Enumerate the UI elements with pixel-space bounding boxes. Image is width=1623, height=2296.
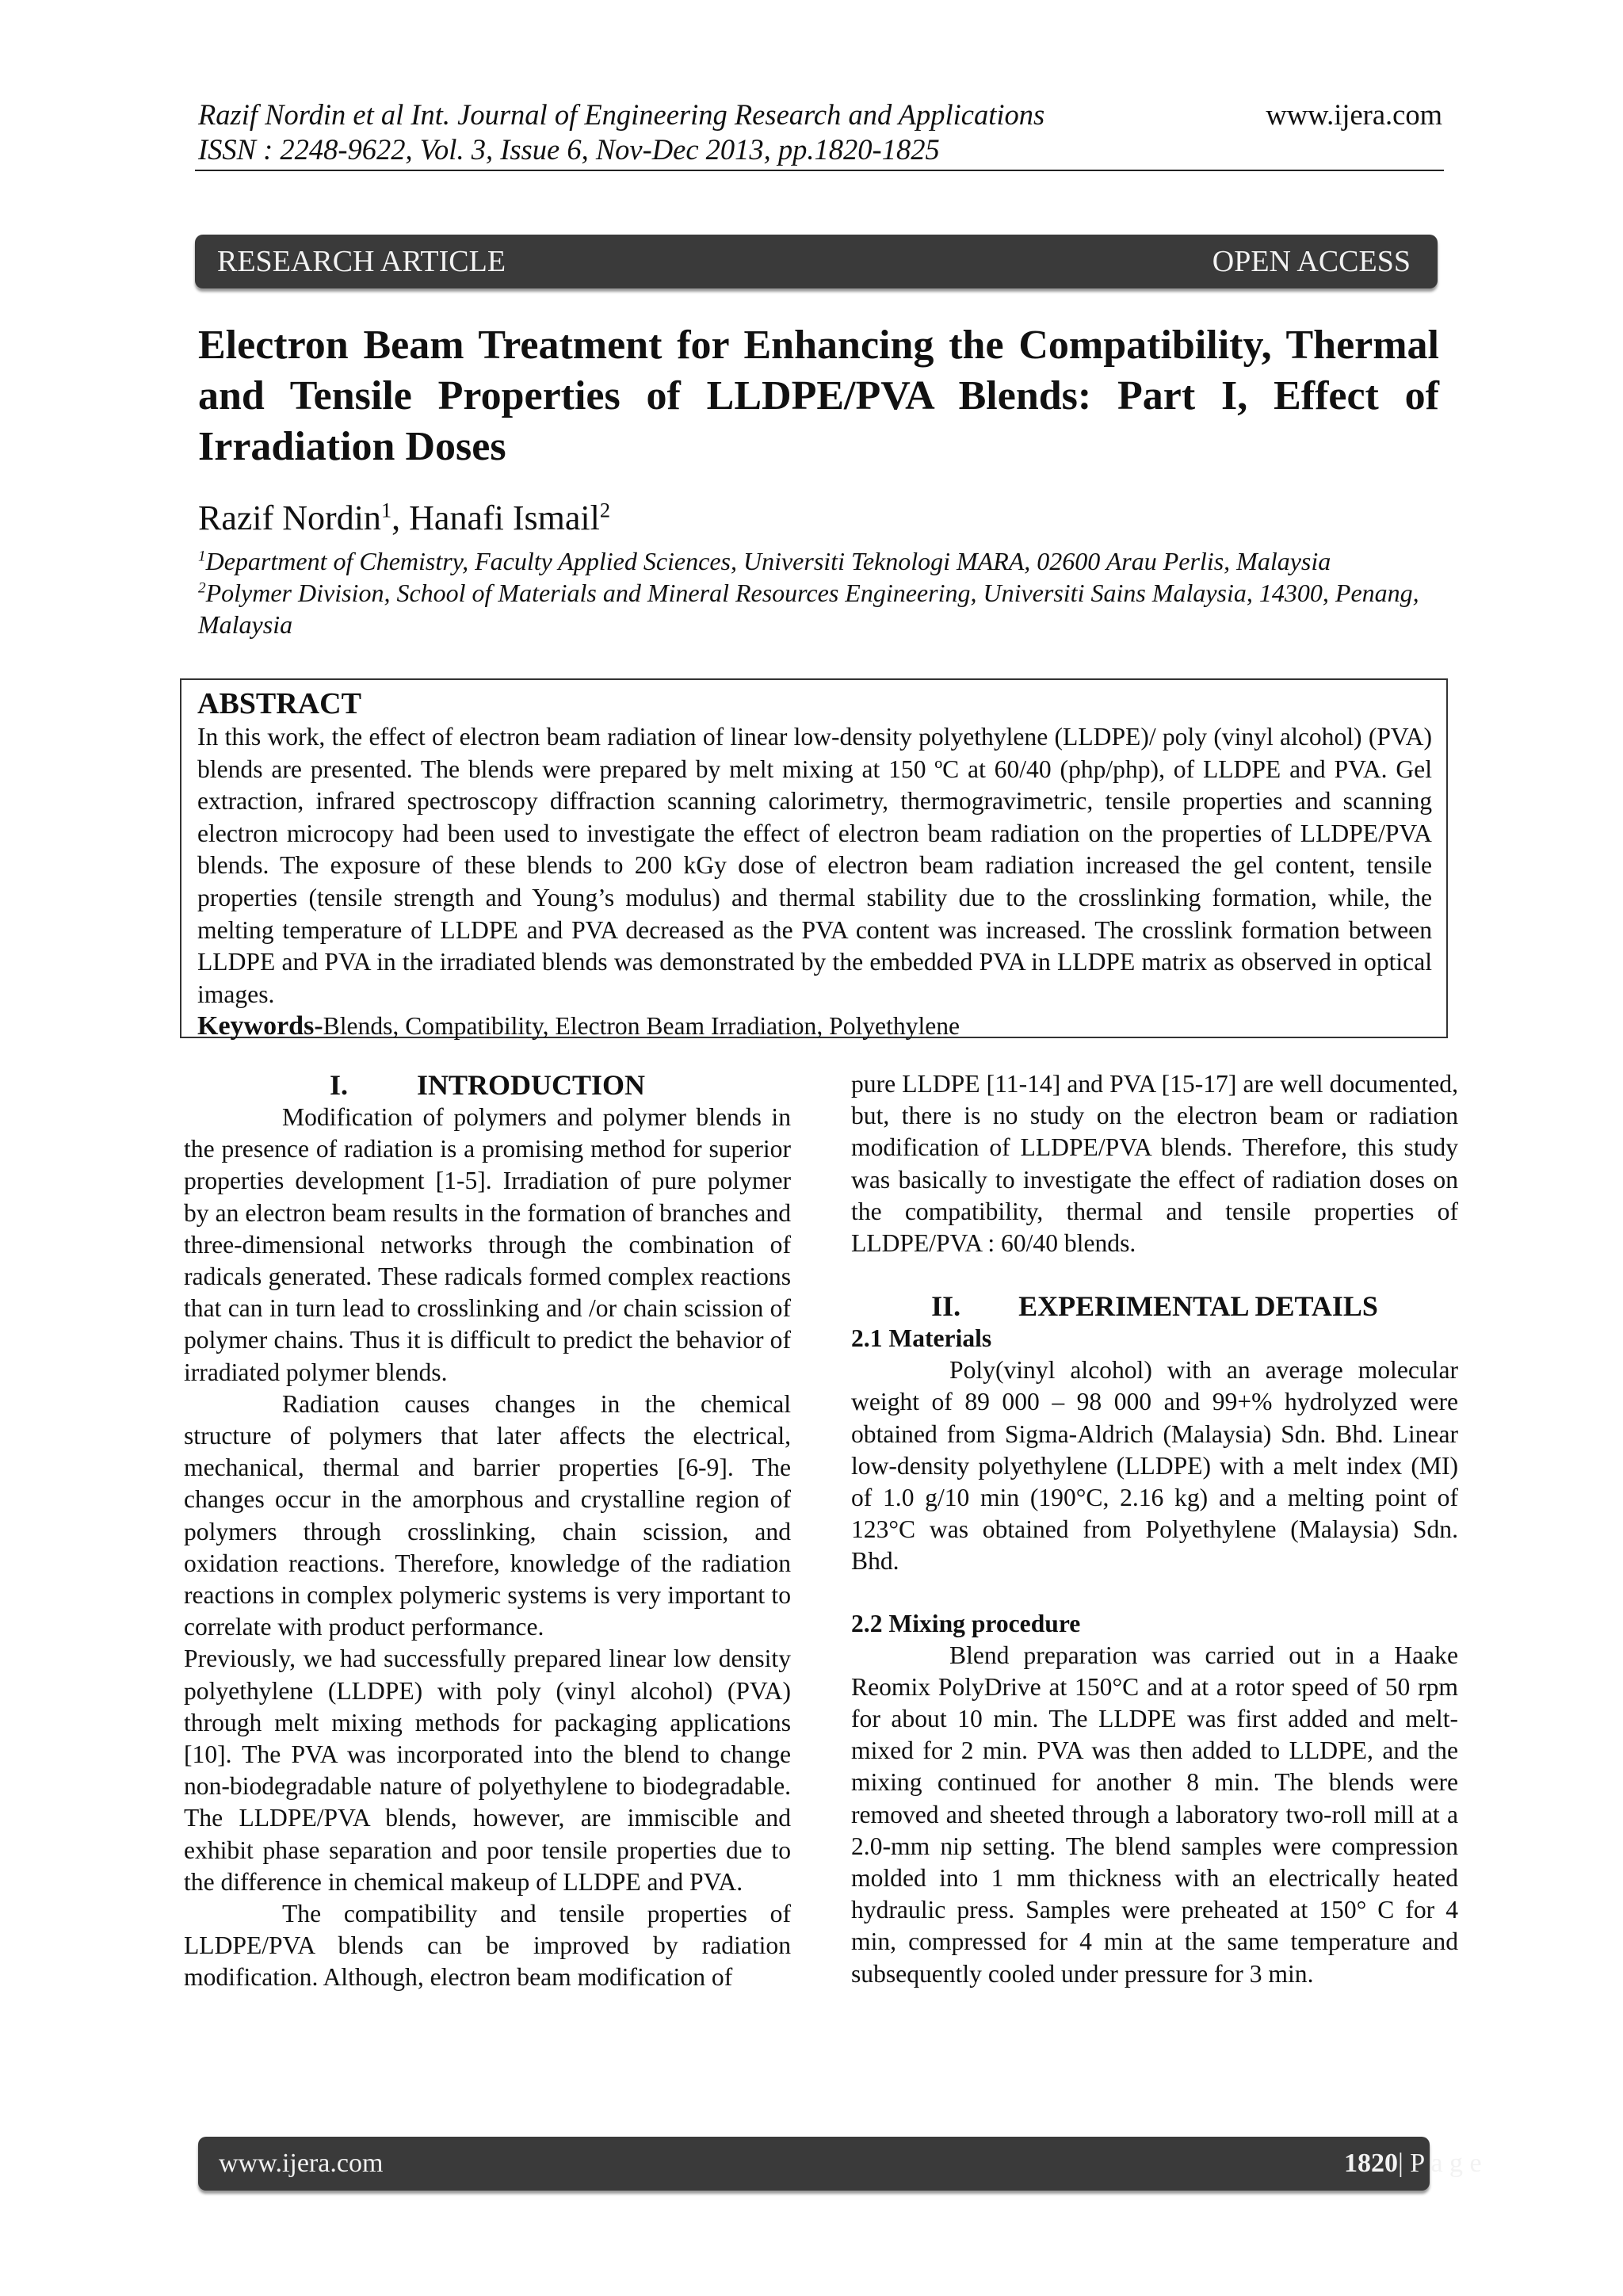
- footer-website: www.ijera.com: [219, 2149, 384, 2178]
- author-affiliation-mark: 2: [599, 498, 611, 522]
- journal-website: www.ijera.com: [1266, 98, 1442, 131]
- header-rule: [195, 170, 1444, 171]
- affiliation-2: $^2$Polymer Division, School of Materials and Mineral Resources Engineering, Universiti Sains Malaysia, 14300, Penang, Malaysia: [198, 579, 1419, 639]
- page-label: | P a g e: [1398, 2149, 1482, 2178]
- open-access-label: OPEN ACCESS: [1212, 245, 1411, 278]
- paragraph: Blend preparation was carried out in a Haake Reomix PolyDrive at 150°C and at a rotor speed of 50 rpm for about 10 min. The LLDPE was first added and melt-mixed for 2 min. PVA was then added to LLDPE, and the mixing continued for another 8 min. The blends were removed and sheeted through a laboratory two-roll mill at a 2.0-mm nip setting. The blend samples were compression molded into 1 mm thickness with an electrically heated hydraulic press. Samples were preheated at 150° C for 4 min, compressed for 4 min at the same temperature and subsequently cooled under pressure for 3 min.: [851, 1641, 1458, 1988]
- paragraph: Radiation causes changes in the chemical structure of polymers that later affects the electrical, mechanical, thermal and barrier properties [6-9]. The changes occur in the amorphous and crystalline region of polymers through crosslinking, chain scission, and oxidation reactions. Therefore, knowledge of the radiation reactions in complex polymeric systems is very important to correlate with product performance.: [184, 1389, 791, 1641]
- paragraph: pure LLDPE [11-14] and PVA [15-17] are well documented, but, there is no study on the electron beam or radiation modification of LLDPE/PVA blends. Therefore, this study was basically to investigate the effect of radiation doses on the compatibility, thermal and tensile properties of LLDPE/PVA : 60/40 blends.: [851, 1070, 1458, 1258]
- page-footer: [198, 2137, 1482, 2191]
- abstract-text: In this work, the effect of electron beam radiation of linear low-density polyethylene (LLDPE)/ poly (vinyl alcohol) (PVA) blends are presented. The blends were prepared by melt mixing at 150 ºC at 60/40 (php/php), of LLDPE and PVA. Gel extraction, infrared spectroscopy diffraction scanning calorimetry, thermogravimetric, tensile properties and scanning electron microcopy had been used to investigate the effect of electron beam radiation on the properties of LLDPE/PVA blends. The exposure of these blends to 200 kGy dose of electron beam radiation increased the gel content, tensile properties (tensile strength and Young’s modulus) and thermal stability due to the crosslinking formation, while, the melting temperature of LLDPE and PVA decreased as the PVA content was increased. The crosslink formation between LLDPE and PVA in the irradiated blends was demonstrated by the embedded PVA in LLDPE matrix as observed in optical images.: [197, 723, 1432, 1008]
- keywords: [197, 1010, 1432, 1042]
- journal-citation: Razif Nordin et al Int. Journal of Engineering Research and Applications: [198, 98, 1045, 131]
- section-heading-experimental: II. EXPERIMENTAL DETAILS: [931, 1290, 1378, 1323]
- affiliation-1: $^1$Department of Chemistry, Faculty Applied Sciences, Universiti Teknologi MARA, 02600 Arau Perlis, Malaysia: [198, 547, 1331, 575]
- footer-page: [1344, 2149, 1482, 2179]
- author-name: Hanafi Ismail: [409, 499, 600, 537]
- issn-line: ISSN : 2248-9622, Vol. 3, Issue 6, Nov-Dec 2013, pp.1820-1825: [198, 133, 940, 166]
- section-heading-introduction: I. INTRODUCTION: [329, 1069, 646, 1101]
- affiliation-mark: 1: [198, 548, 206, 565]
- affiliations: [198, 545, 1442, 640]
- research-article-label: RESEARCH ARTICLE: [217, 245, 506, 278]
- paper-title: Electron Beam Treatment for Enhancing the Compatibility, Thermal and Tensile Properties of LLDPE/PVA Blends: Part I, Effect of Irradiation Doses: [198, 323, 1439, 469]
- affiliation-mark: 2: [198, 579, 206, 597]
- author-affiliation-mark: 1: [380, 498, 392, 522]
- page-number: 1820: [1344, 2149, 1398, 2178]
- author-name: Razif Nordin: [198, 499, 381, 537]
- paragraph: Modification of polymers and polymer blends in the presence of radiation is a promising method for superior properties development [1-5]. Irradiation of pure polymer by an electron beam results in the formation of branches and three-dimensional networks through the combination of radicals generated. These radicals formed complex reactions that can in turn lead to crosslinking and /or chain scission of polymer chains. Thus it is difficult to predict the behavior of irradiated polymer blends.: [184, 1103, 791, 1386]
- right-column: [851, 1068, 1458, 1990]
- paragraph: Poly(vinyl alcohol) with an average molecular weight of 89 000 – 98 000 and 99+% hydrolyzed were obtained from Sigma-Aldrich (Malaysia) Sdn. Bhd. Linear low-density polyethylene (LLDPE) with a melt index (MI) of 1.0 g/10 min (190°C, 2.16 kg) and a melting point of 123°C was obtained from Polyethylene (Malaysia) Sdn. Bhd.: [851, 1356, 1458, 1576]
- author-list: [198, 498, 610, 539]
- paragraph: Previously, we had successfully prepared linear low density polyethylene (LLDPE) with poly (vinyl alcohol) (PVA) through melt mixing methods for packaging applications [10]. The PVA was incorporated into the blend to change non-biodegradable nature of polyethylene to biodegradable. The LLDPE/PVA blends, however, are immiscible and exhibit phase separation and poor tensile properties due to the difference in chemical makeup of LLDPE and PVA.: [184, 1645, 791, 1896]
- subsection-heading-mixing: 2.2 Mixing procedure: [851, 1609, 1081, 1637]
- keywords-label: Keywords-: [197, 1011, 323, 1041]
- abstract-box: [180, 678, 1448, 1041]
- subsection-heading-materials: 2.1 Materials: [851, 1324, 992, 1353]
- paragraph: The compatibility and tensile properties of LLDPE/PVA blends can be improved by radiation modification. Although, electron beam modification of: [184, 1900, 791, 1992]
- author-separator: ,: [391, 499, 410, 537]
- article-type-banner: [195, 235, 1438, 288]
- abstract-heading: ABSTRACT: [197, 687, 361, 720]
- keywords-list: Blends, Compatibility, Electron Beam Irradiation, Polyethylene: [323, 1012, 960, 1041]
- left-column: [184, 1068, 791, 1994]
